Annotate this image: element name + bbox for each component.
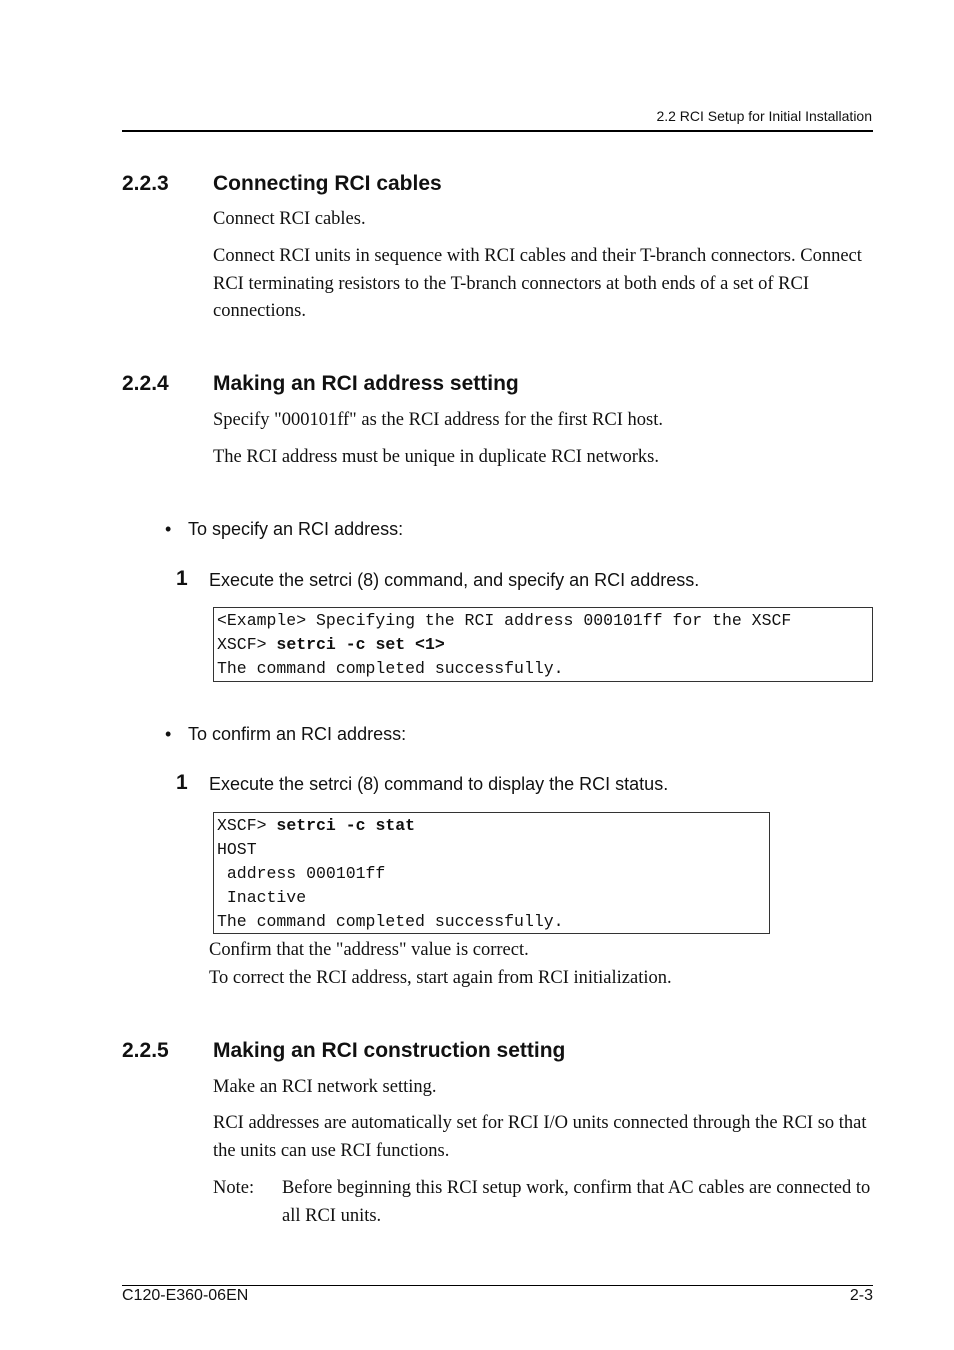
code-block [213,812,770,934]
code-line: Inactive [217,888,307,907]
procedure-label: To confirm an RCI address: [188,724,407,744]
note-text: Before beginning this RCI setup work, confirm that AC cables are connected to all RCI units. [282,1178,871,1226]
command: setrci -c set <1> [276,635,445,654]
command: setrci -c stat [276,816,416,835]
code-line: HOST [217,840,257,859]
step-number: 1 [176,567,188,590]
code-line [217,814,766,838]
running-header: 2.2 RCI Setup for Initial Installation [656,108,872,124]
step-text: Execute the setrci (8) command, and specify an RCI address. [209,570,700,590]
step-text: Execute the setrci (8) command to display the RCI status. [209,774,669,794]
page-number: 2-3 [849,1287,873,1304]
paragraph: To correct the RCI address, start again from RCI initialization. [209,968,672,988]
code-block [213,607,873,682]
header-rule [122,130,873,132]
section-title: Making an RCI construction setting [213,1039,566,1062]
code-line: The command completed successfully. [217,659,564,678]
paragraph: Make an RCI network setting. [213,1077,437,1097]
section-title: Making an RCI address setting [213,372,519,395]
paragraph: Specify "000101ff" as the RCI address for the first RCI host. [213,410,663,430]
document-code: C120-E360-06EN [122,1287,249,1304]
bullet-marker: • [165,519,172,539]
section-number: 2.2.4 [122,372,169,395]
code-line [217,633,869,657]
note-label: Note: [213,1178,255,1198]
procedure-label: To specify an RCI address: [188,519,404,539]
paragraph: Confirm that the "address" value is correct. [209,940,529,960]
paragraph: Connect RCI cables. [213,209,366,229]
paragraph: Connect RCI units in sequence with RCI cables and their T-branch connectors. Connect RCI terminating resistors to the T-branch connectors at both ends of a set of RCI connections. [213,246,862,321]
prompt: XSCF> [217,816,277,835]
code-line: <Example> Specifying the RCI address 000101ff for the XSCF [217,611,792,630]
bullet-marker: • [165,724,172,744]
code-line: address 000101ff [217,864,386,883]
section-number: 2.2.3 [122,172,169,195]
section-number: 2.2.5 [122,1039,169,1062]
prompt: XSCF> [217,635,277,654]
step-number: 1 [176,771,188,794]
section-title: Connecting RCI cables [213,172,442,195]
footer-rule [122,1285,873,1286]
code-line: The command completed successfully. [217,912,564,931]
paragraph: RCI addresses are automatically set for RCI I/O units connected through the RCI so that the units can use RCI functions. [213,1113,867,1161]
paragraph: The RCI address must be unique in duplicate RCI networks. [213,447,659,467]
